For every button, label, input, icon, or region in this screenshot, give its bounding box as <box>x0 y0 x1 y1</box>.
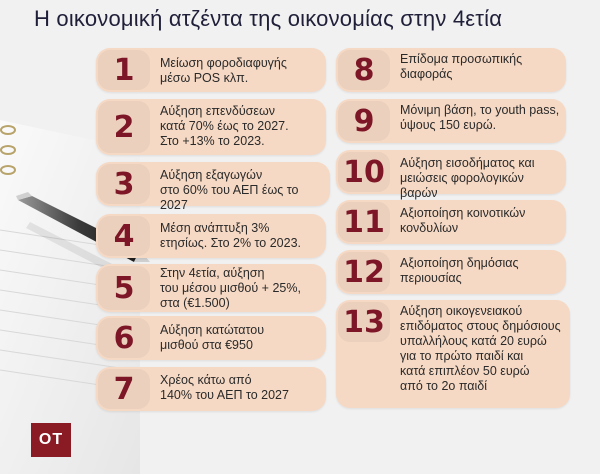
item-text: Αύξηση επενδύσεων κατά 70% έως το 2027. Στο +13% το 2023. <box>160 104 289 148</box>
number-badge <box>338 101 390 141</box>
item-number: 4 <box>113 218 135 254</box>
item-number: 10 <box>343 154 385 190</box>
number-badge <box>98 369 150 409</box>
number-badge <box>98 266 150 310</box>
agenda-card-13 <box>336 300 570 408</box>
item-text: Αύξηση εξαγωγών στο 60% του ΑΕΠ έως το 2027 <box>160 168 299 212</box>
item-text: Στην 4ετία, αύξηση του μέσου μισθού + 25%, στα (€1.500) <box>160 266 301 310</box>
number-badge <box>338 302 390 342</box>
item-text: Μέση ανάπτυξη 3% ετησίως. Στο 2% το 2023. <box>160 221 302 250</box>
item-number: 13 <box>343 304 385 340</box>
item-number: 7 <box>113 371 135 407</box>
number-badge <box>98 318 150 358</box>
item-text: Επίδομα προσωπικής διαφοράς <box>400 52 523 81</box>
item-text: Αξιοποίηση κοινοτικών κονδυλίων <box>400 206 526 235</box>
number-badge <box>98 164 150 204</box>
ot-logo: OT <box>31 423 71 457</box>
item-number: 9 <box>353 103 375 139</box>
item-text: Αξιοποίηση δημόσιας περιουσίας <box>400 256 519 285</box>
number-badge <box>98 101 150 153</box>
item-text: Αύξηση κατώτατου μισθού στα €950 <box>160 323 265 352</box>
item-text: Αύξηση οικογενειακού επιδόματος στους δημόσιους υπαλλήλους κατά 20 ευρώ για το πρώτο παιδί και κατά επιπλέον 50 ευρώ από το 2ο παιδί <box>400 304 561 393</box>
number-badge <box>338 152 390 192</box>
number-badge <box>98 216 150 256</box>
item-number: 8 <box>353 52 375 88</box>
item-number: 5 <box>113 270 135 306</box>
agenda-card-2 <box>96 99 326 155</box>
agenda-card-6 <box>96 316 326 360</box>
agenda-card-10 <box>336 150 566 200</box>
item-text: Χρέος κάτω από 140% του ΑΕΠ το 2027 <box>160 373 289 402</box>
agenda-card-5 <box>96 264 326 312</box>
agenda-card-9 <box>336 99 566 143</box>
item-text: Μόνιμη βάση, το youth pass, ύψους 150 ευρώ. <box>400 103 560 132</box>
agenda-card-11 <box>336 200 566 244</box>
agenda-card-1 <box>96 48 326 92</box>
item-text: Αύξηση εισοδήματος και μειώσεις φορολογικών βαρών <box>400 156 535 200</box>
agenda-card-12 <box>336 250 566 294</box>
agenda-card-3 <box>96 162 330 212</box>
agenda-card-4 <box>96 214 326 258</box>
agenda-card-7 <box>96 367 326 411</box>
number-badge <box>338 50 390 90</box>
item-number: 11 <box>343 204 385 240</box>
item-number: 3 <box>113 166 135 202</box>
agenda-card-8 <box>336 48 566 92</box>
item-text: Μείωση φοροδιαφυγής μέσω POS κλπ. <box>160 56 287 85</box>
item-number: 6 <box>113 320 135 356</box>
number-badge <box>98 50 150 90</box>
item-number: 12 <box>343 254 385 290</box>
number-badge <box>338 252 390 292</box>
page-title: Η οικονομική ατζέντα της οικονομίας στην 4ετία <box>34 6 503 31</box>
item-number: 2 <box>113 109 135 145</box>
item-number: 1 <box>113 52 135 88</box>
number-badge <box>338 202 390 242</box>
